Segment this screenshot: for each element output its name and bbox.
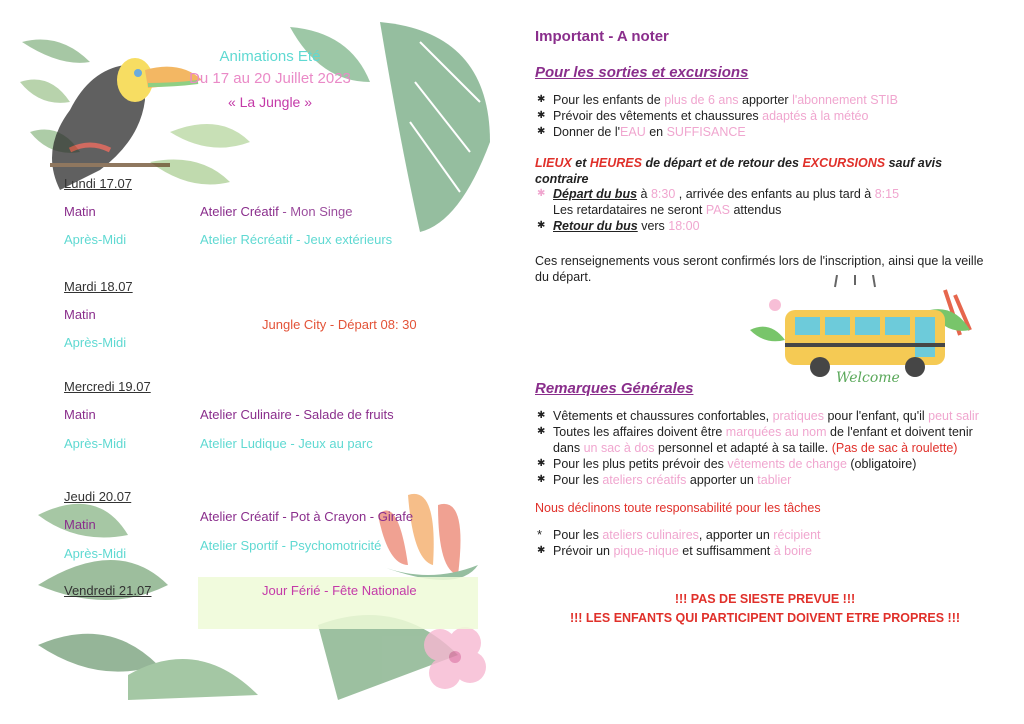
- holiday-label: Jour Férié - Fête Nationale: [262, 583, 417, 598]
- day-jeudi: Jeudi 20.07: [64, 489, 132, 504]
- slot-matin: Matin: [64, 204, 96, 219]
- remarques-heading: Remarques Générales: [535, 380, 694, 397]
- important-title: Important - A noter: [535, 28, 669, 45]
- activity-lundi-matin: Atelier Créatif - Mon Singe: [200, 204, 353, 219]
- slot-matin: Matin: [64, 307, 96, 322]
- day-mercredi: Mercredi 19.07: [64, 379, 151, 394]
- list-item: * Pour les ateliers culinaires, apporter un récipient: [537, 527, 821, 542]
- activity-mercredi-apres-midi: Atelier Ludique - Jeux au parc: [200, 436, 373, 451]
- slot-matin: Matin: [64, 517, 96, 532]
- list-item: ✱ Pour les plus petits prévoir des vêtements de change (obligatoire): [537, 457, 917, 471]
- slot-apres-midi: Après-Midi: [64, 335, 127, 350]
- programme-theme: « La Jungle »: [227, 94, 313, 110]
- list-item: ✱ Prévoir des vêtements et chaussures adaptés à la météo: [537, 109, 869, 123]
- list-item: ✱ Départ du bus à 8:30 , arrivée des enfants au plus tard à 8:15: [537, 187, 900, 201]
- remarques-list: [535, 408, 995, 488]
- decline-notice: Nous déclinons toute responsabilité pour les tâches: [535, 501, 821, 515]
- list-item: Les retardataires ne seront PAS attendus: [553, 203, 782, 217]
- slot-matin: Matin: [64, 407, 96, 422]
- list-item: ✱ Vêtements et chaussures confortables, pratiques pour l'enfant, qu'il peut salir: [537, 409, 979, 423]
- activity-mercredi-matin: Atelier Culinaire - Salade de fruits: [200, 407, 394, 422]
- activity-lundi-apres-midi: Atelier Récréatif - Jeux extérieurs: [200, 232, 393, 247]
- lieux-heures-notice: LIEUX et HEURES de départ et de retour des EXCURSIONS sauf avis contraire: [535, 156, 943, 186]
- activity-jeudi-apres-midi: Atelier Sportif - Psychomotricité: [200, 538, 382, 553]
- day-lundi: Lundi 17.07: [64, 176, 132, 191]
- sieste-warning: !!! PAS DE SIESTE PREVUE !!!: [674, 592, 856, 606]
- list-item: ✱ Pour les enfants de plus de 6 ans apporter l'abonnement STIB: [537, 93, 898, 107]
- bus-list: [535, 186, 995, 234]
- list-item: ✱ Toutes les affaires doivent être marquées au nom de l'enfant et doivent tenir dans un sac à dos personnel et adapté à sa taille. (Pas de sac à roulette): [537, 425, 973, 455]
- list-item: ✱ Pour les ateliers créatifs apporter un tablier: [537, 473, 792, 487]
- confirmation-text: Ces renseignements vous seront confirmés lors de l'inscription, ainsi que la veille du départ.: [535, 254, 984, 284]
- slot-apres-midi: Après-Midi: [64, 436, 127, 451]
- sorties-list: [535, 92, 995, 140]
- hibiscus-flower: [415, 625, 495, 695]
- activity-jeudi-matin: Atelier Créatif - Pot à Crayon - Girafe: [200, 509, 414, 524]
- programme-title: Animations Eté: [219, 48, 321, 65]
- slot-apres-midi: Après-Midi: [64, 232, 127, 247]
- slot-apres-midi: Après-Midi: [64, 546, 127, 561]
- list-item: ✱ Retour du bus vers 18:00: [537, 219, 700, 233]
- programme-dates: Du 17 au 20 Juillet 2023: [189, 70, 351, 87]
- activity-mardi-sortie: Jungle City - Départ 08: 30: [262, 317, 417, 332]
- welcome-label: Welcome: [836, 370, 900, 386]
- list-item: ✱ Prévoir un pique-nique et suffisamment à boire: [537, 544, 812, 558]
- day-mardi: Mardi 18.07: [64, 279, 133, 294]
- day-vendredi: Vendredi 21.07: [64, 583, 152, 598]
- sorties-heading: Pour les sorties et excursions: [535, 64, 749, 81]
- extra-list: [535, 527, 995, 559]
- proprete-warning: !!! LES ENFANTS QUI PARTICIPENT DOIVENT ETRE PROPRES !!!: [569, 611, 961, 625]
- list-item: ✱ Donner de l'EAU en SUFFISANCE: [537, 125, 746, 139]
